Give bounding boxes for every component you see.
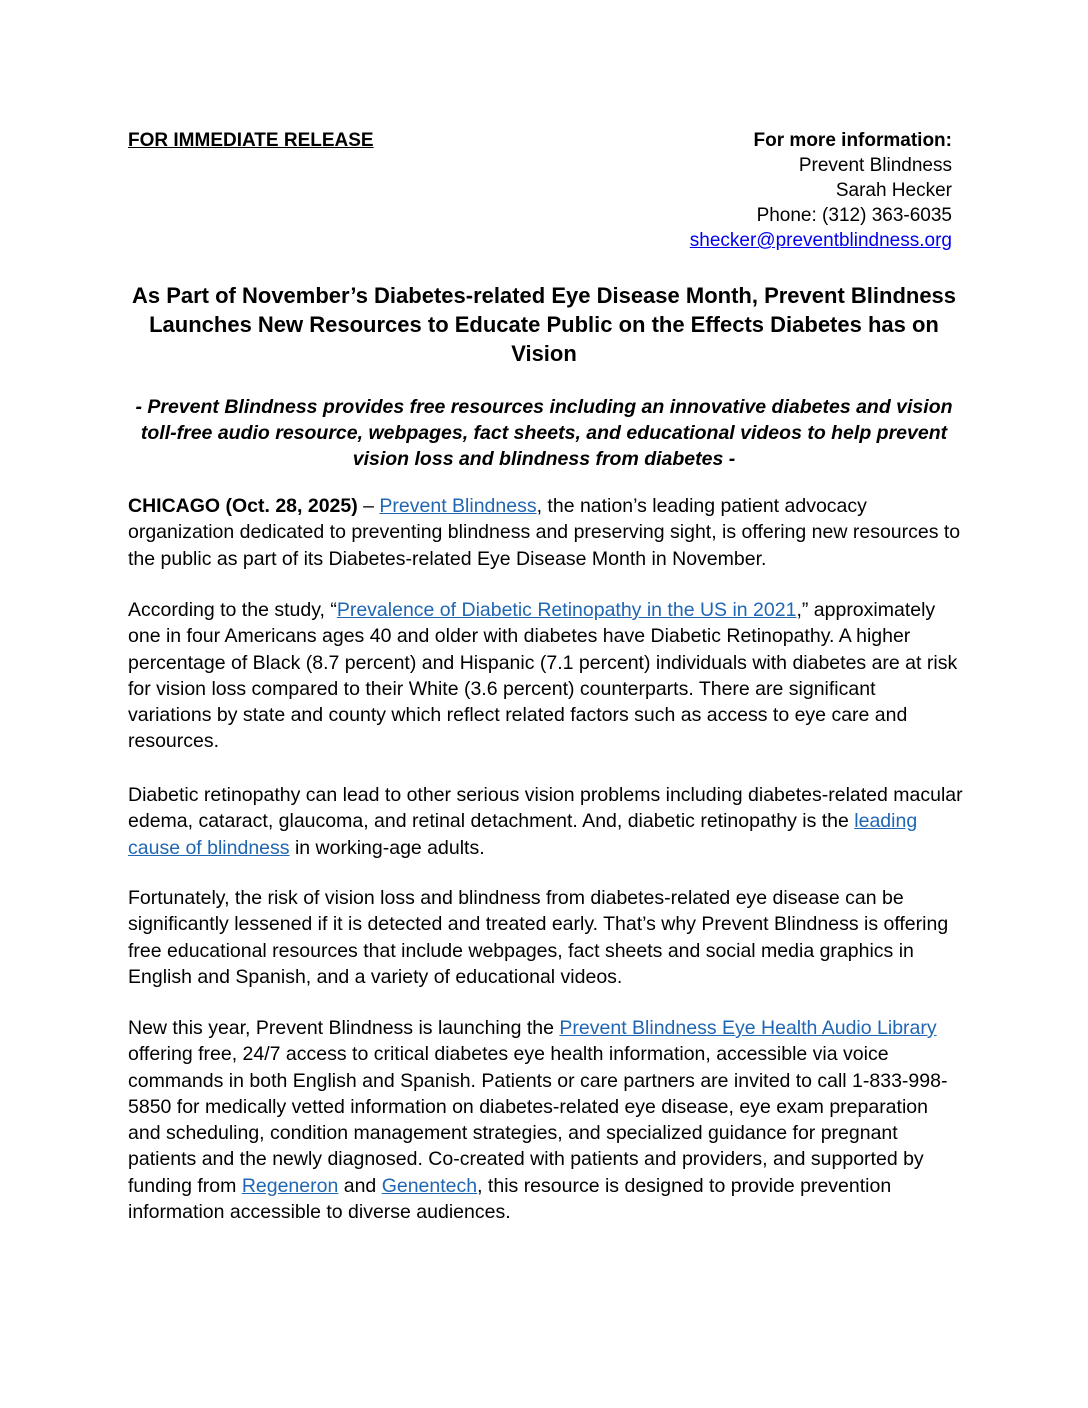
study-link[interactable]: Prevalence of Diabetic Retinopathy in the US in 2021 <box>336 599 797 621</box>
paragraph-complications <box>128 782 964 861</box>
paragraph-audio-middle: offering free, 24/7 access to critical diabetes eye health information, accessible via voice commands in both English and Spanish. Patients or care partners are invited to call 1-833-998-5850 for medically vetted information on diabetes-related eye disease, eye exam preparation and scheduling, condition management strategies, and specialized guidance for pregnant patients and the newly diagnosed. Co-created with patients and providers, and supported by funding from <box>128 1043 948 1197</box>
dateline-dash: – <box>357 495 380 517</box>
release-label: FOR IMMEDIATE RELEASE <box>128 130 374 151</box>
audio-library-link[interactable]: Prevent Blindness Eye Health Audio Library <box>559 1017 937 1039</box>
paragraph-study <box>128 597 964 755</box>
paragraph-intro-text: , the nation’s leading patient advocacy organization dedicated to preventing blindness and preserving sight, is offering new resources to the public as part of its Diabetes-related Eye Disease Month in November. <box>128 495 961 570</box>
contact-email-link[interactable]: shecker@preventblindness.org <box>689 230 952 251</box>
paragraph-study-after: ,” approximately one in four Americans ages 40 and older with diabetes have Diabetic Retinopathy. A higher percentage of Black (8.7 percent) and Hispanic (7.1 percent) individuals with diabetes are at risk for vision loss compared to their White (3.6 percent) counterparts. There are significant variations by state and county which reflect related factors such as access to eye care and resources. <box>128 599 958 753</box>
contact-phone: Phone: (312) 363-6035 <box>756 205 952 226</box>
release-header <box>128 128 960 258</box>
subheadline: - Prevent Blindness provides free resources including an innovative diabetes and vision toll-free audio resource, webpages, fact sheets, and educational videos to help prevent vision loss and blindness from diabetes - <box>135 396 953 470</box>
prevent-blindness-link[interactable]: Prevent Blindness <box>379 495 537 517</box>
paragraph-audio-library <box>128 1015 964 1225</box>
leading-cause-link[interactable]: leading cause of blindness <box>128 810 918 859</box>
regeneron-link[interactable]: Regeneron <box>241 1174 339 1197</box>
dateline: CHICAGO (Oct. 28, 2025) <box>128 495 358 517</box>
paragraph-audio-before: New this year, Prevent Blindness is launching the <box>128 1017 560 1039</box>
contact-name: Sarah Hecker <box>835 180 952 201</box>
contact-block <box>690 128 952 253</box>
paragraph-complications-after: in working-age adults. <box>289 836 485 859</box>
paragraph-audio-and: and <box>338 1174 382 1197</box>
paragraph-audio-after: , this resource is designed to provide prevention information accessible to diverse audiences. <box>128 1174 892 1224</box>
paragraph-intro <box>128 493 964 572</box>
genentech-link[interactable]: Genentech <box>381 1174 478 1197</box>
paragraph-resources: Fortunately, the risk of vision loss and blindness from diabetes-related eye disease can be significantly lessened if it is detected and treated early. That’s why Prevent Blindness is offering free educational resources that include webpages, fact sheets and social media graphics in English and Spanish, and a variety of educational videos. <box>128 887 949 988</box>
paragraph-complications-before: Diabetic retinopathy can lead to other serious vision problems including diabetes-related macular edema, cataract, glaucoma, and retinal detachment. And, diabetic retinopathy is the <box>128 784 963 833</box>
paragraph-study-before: According to the study, “ <box>128 599 337 621</box>
contact-organization: Prevent Blindness <box>798 155 952 176</box>
headline: As Part of November’s Diabetes-related Eye Disease Month, Prevent Blindness Launches New Resources to Educate Public on the Effects Diabetes has on Vision <box>131 283 957 366</box>
contact-heading: For more information: <box>753 130 952 151</box>
